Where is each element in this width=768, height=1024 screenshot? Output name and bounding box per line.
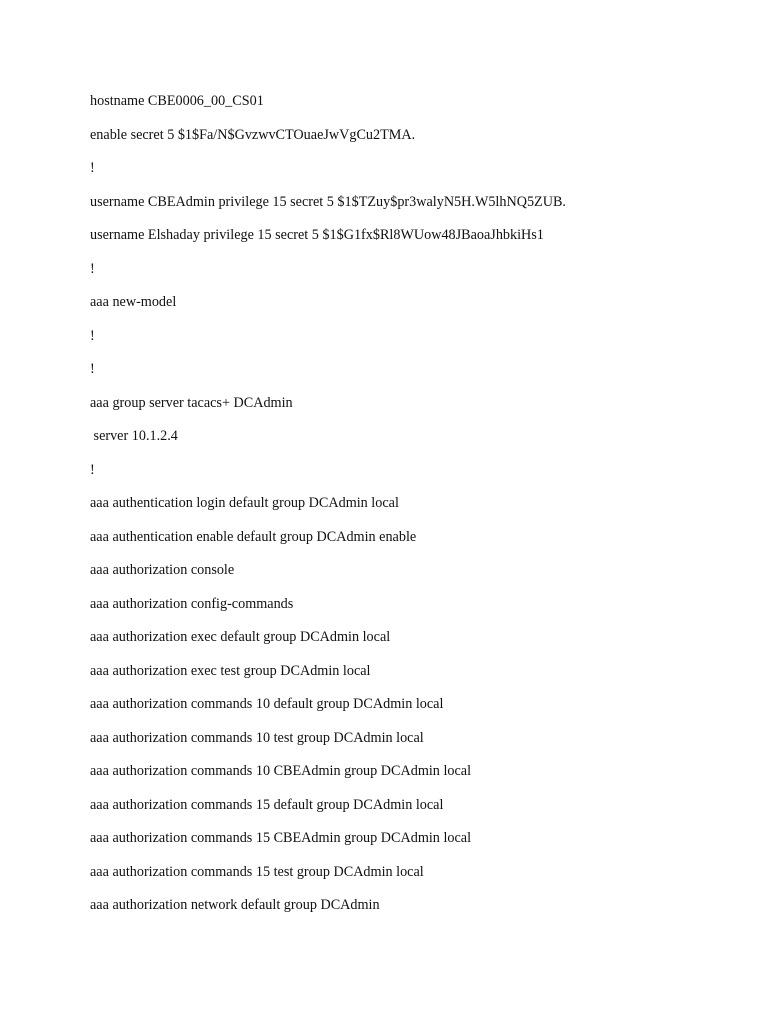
config-line: ! <box>90 361 95 377</box>
config-line: aaa group server tacacs+ DCAdmin <box>90 394 293 411</box>
config-line: aaa authorization commands 15 default group DCAdmin local <box>90 796 444 813</box>
config-line: aaa new-model <box>90 294 177 310</box>
config-line: aaa authorization exec test group DCAdmin local <box>90 662 371 679</box>
config-line: hostname CBE0006_00_CS01 <box>90 93 264 109</box>
config-line: aaa authorization commands 10 test group DCAdmin local <box>90 729 424 746</box>
config-line: aaa authorization commands 15 test group DCAdmin local <box>90 863 424 880</box>
config-line: aaa authorization commands 15 CBEAdmin group DCAdmin local <box>90 830 472 846</box>
config-text <box>90 91 566 929</box>
config-line: server 10.1.2.4 <box>90 428 178 444</box>
config-line: ! <box>90 461 95 478</box>
config-line: username Elshaday privilege 15 secret 5 $1$G1fx$Rl8WUow48JBaoaJhbkiHs1 <box>90 227 544 243</box>
config-line: aaa authorization console <box>90 562 235 578</box>
config-line: aaa authorization config-commands <box>90 595 294 612</box>
config-line: ! <box>90 160 95 176</box>
config-line: aaa authorization network default group DCAdmin <box>90 897 380 913</box>
config-line: aaa authentication enable default group DCAdmin enable <box>90 528 417 545</box>
config-line: enable secret 5 $1$Fa/N$GvzwvCTOuaeJwVgCu2TMA. <box>90 126 416 143</box>
config-line: username CBEAdmin privilege 15 secret 5 $1$TZuy$pr3walyN5H.W5lhNQ5ZUB. <box>90 193 566 210</box>
config-line: aaa authentication login default group DCAdmin local <box>90 495 399 511</box>
config-line: aaa authorization exec default group DCAdmin local <box>90 629 391 645</box>
config-line: ! <box>90 260 95 277</box>
config-line: aaa authorization commands 10 default group DCAdmin local <box>90 696 444 712</box>
config-line: ! <box>90 327 95 344</box>
config-line: aaa authorization commands 10 CBEAdmin group DCAdmin local <box>90 763 472 779</box>
